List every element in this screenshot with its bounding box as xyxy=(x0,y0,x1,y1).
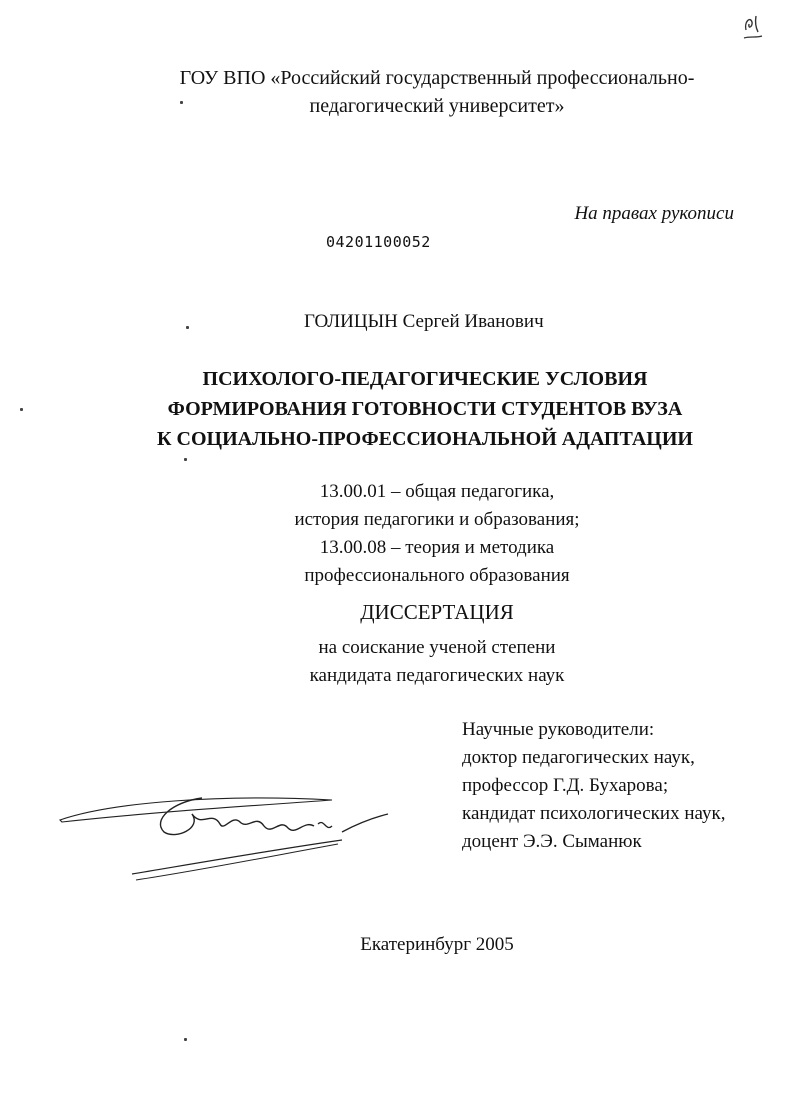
specialty-line-1: 13.00.01 – общая педагогика, xyxy=(319,481,555,502)
author-signature xyxy=(52,780,392,890)
scan-speck xyxy=(184,458,187,461)
organization-line-1: ГОУ ВПО «Российский государственный профессионально- xyxy=(179,67,695,89)
author-name: ГОЛИЦЫН Сергей Иванович xyxy=(304,311,544,332)
supervisors-block xyxy=(462,716,725,856)
specialty-line-3: 13.00.08 – теория и методика xyxy=(319,537,555,558)
specialties xyxy=(40,478,794,590)
dissertation-title xyxy=(28,364,794,454)
supervisors-heading: Научные руководители: xyxy=(462,719,655,740)
document-type: ДИССЕРТАЦИЯ xyxy=(360,600,514,624)
supervisor-line-1: доктор педагогических наук, xyxy=(462,747,695,768)
supervisor-line-4: доцент Э.Э. Сыманюк xyxy=(462,831,642,852)
rights-note: На правах рукописи xyxy=(574,203,734,224)
degree-line-1: на соискание ученой степени xyxy=(318,637,556,658)
specialty-line-4: профессионального образования xyxy=(304,565,570,586)
specialty-line-2: история педагогики и образования; xyxy=(294,509,580,530)
degree-line-2: кандидата педагогических наук xyxy=(309,665,565,686)
title-line-1: ПСИХОЛОГО-ПЕДАГОГИЧЕСКИЕ УСЛОВИЯ xyxy=(202,368,648,390)
handwritten-page-mark xyxy=(740,8,770,44)
scan-speck xyxy=(180,101,183,104)
scan-speck xyxy=(186,326,189,329)
city-year: Екатеринбург 2005 xyxy=(360,934,514,955)
scan-speck xyxy=(184,1038,187,1041)
organization-header xyxy=(40,64,794,120)
degree-info xyxy=(40,634,794,690)
title-line-3: К СОЦИАЛЬНО-ПРОФЕССИОНАЛЬНОЙ АДАПТАЦИИ xyxy=(157,428,693,450)
title-line-2: ФОРМИРОВАНИЯ ГОТОВНОСТИ СТУДЕНТОВ ВУЗА xyxy=(167,398,683,420)
supervisor-line-2: профессор Г.Д. Бухарова; xyxy=(462,775,669,796)
organization-line-2: педагогический университет» xyxy=(309,95,565,117)
supervisor-line-3: кандидат психологических наук, xyxy=(462,803,726,824)
catalog-code: 04201100052 xyxy=(326,233,431,251)
scan-speck xyxy=(20,408,23,411)
